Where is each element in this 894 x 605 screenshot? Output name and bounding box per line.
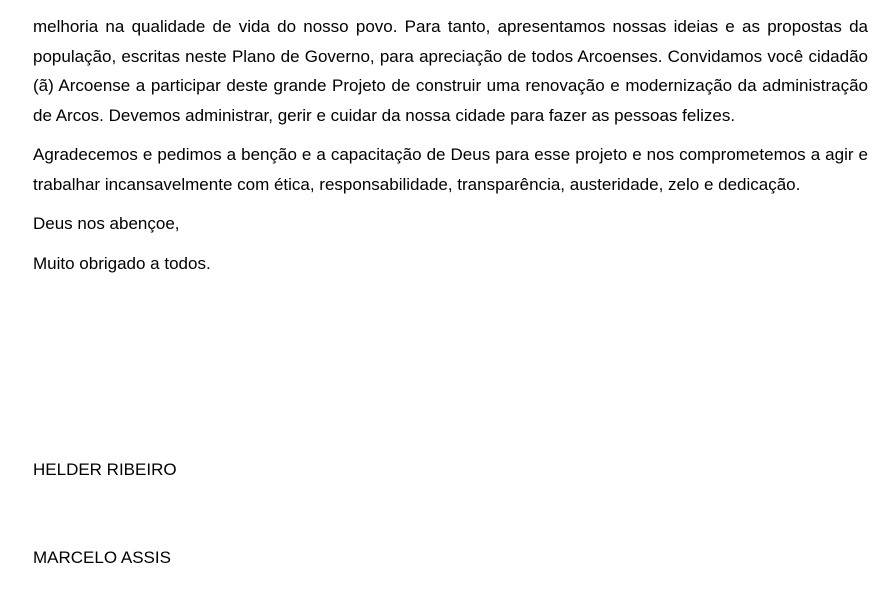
paragraph-plano-de-governo: melhoria na qualidade de vida do nosso povo. Para tanto, apresentamos nossas ideias e as propostas da população, escritas neste Plano de Governo, para apreciação de todos Arcoenses. Convidamos você cidadão (ã) Arcoense a participar deste grande Projeto de construir uma renovação e modernização da administração de Arcos. Devemos administrar, gerir e cuidar da nossa cidade para fazer as pessoas felizes.	[33, 17, 868, 125]
closing-blessing: Deus nos abençoe,	[33, 214, 180, 233]
paragraph-agradecimento: Agradecemos e pedimos a benção e a capacitação de Deus para esse projeto e nos comprometemos a agir e trabalhar incansavelmente com ética, responsabilidade, transparência, austeridade, zelo e dedicação.	[33, 145, 868, 194]
document-body	[33, 12, 868, 288]
signatory-name: HELDER RIBEIRO	[33, 460, 177, 479]
signatory-name: MARCELO ASSIS	[33, 548, 171, 567]
closing-thanks: Muito obrigado a todos.	[33, 253, 211, 273]
